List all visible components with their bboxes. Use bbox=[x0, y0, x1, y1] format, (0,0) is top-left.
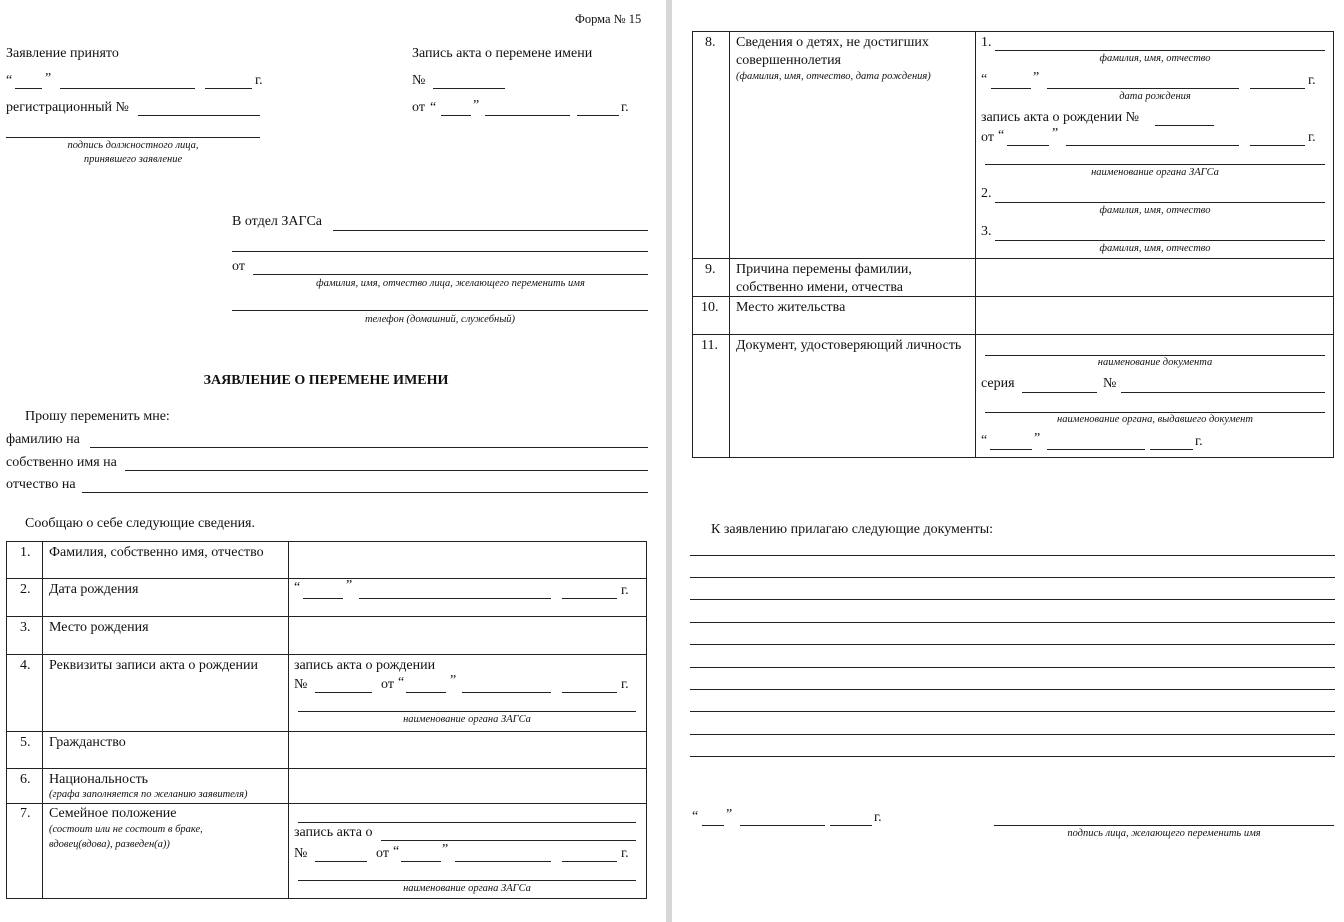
signature-line bbox=[6, 137, 260, 138]
birth-day-line bbox=[406, 692, 446, 693]
child-from-label: от bbox=[981, 130, 994, 145]
attach-line bbox=[690, 667, 1335, 668]
to-office-label: В отдел ЗАГСа bbox=[232, 214, 322, 229]
row-number: 8. bbox=[705, 35, 716, 50]
office-line-2 bbox=[232, 251, 648, 252]
row-number: 9. bbox=[705, 262, 716, 277]
marital-quote-close: ” bbox=[442, 842, 449, 857]
office-line-1 bbox=[333, 230, 648, 231]
row-label: Реквизиты записи акта о рождении bbox=[49, 658, 258, 673]
applicant-signature-line bbox=[994, 825, 1334, 826]
surname-label: фамилию на bbox=[6, 432, 80, 447]
row-number: 10. bbox=[701, 300, 719, 315]
firstname-line bbox=[125, 470, 648, 471]
year-line bbox=[205, 88, 252, 89]
doc-day-line bbox=[990, 449, 1032, 450]
row-note: (состоит или не состоит в браке, bbox=[49, 824, 203, 835]
row-number: 5. bbox=[20, 735, 31, 750]
patronymic-line bbox=[82, 492, 648, 493]
birth-from-label: от bbox=[381, 677, 394, 692]
reg-no-line bbox=[138, 115, 260, 116]
row-label: Причина перемены фамилии, bbox=[736, 262, 912, 277]
row-note: (графа заполняется по желанию заявителя) bbox=[49, 789, 248, 800]
row-number: 1. bbox=[20, 545, 31, 560]
birth-year-label: г. bbox=[621, 677, 629, 692]
act-quote-close: ” bbox=[473, 98, 480, 113]
dob-year-label: г. bbox=[621, 583, 629, 598]
row-label: совершеннолетия bbox=[736, 53, 841, 68]
marital-no-line bbox=[315, 861, 367, 862]
table-row-border bbox=[6, 768, 647, 769]
table-row-border bbox=[6, 578, 647, 579]
dob-year-line bbox=[562, 598, 617, 599]
attach-line bbox=[690, 756, 1335, 757]
sign-quote-close: ” bbox=[726, 807, 733, 822]
attach-line bbox=[690, 599, 1335, 600]
child-1-number: 1. bbox=[981, 35, 992, 50]
sign-year-line bbox=[830, 825, 872, 826]
table-row-border bbox=[692, 258, 1334, 259]
child-dob-year-line bbox=[1250, 88, 1305, 89]
act-quote-open: “ bbox=[430, 100, 437, 115]
sign-caption: подпись лица, желающего переменить имя bbox=[1067, 828, 1261, 839]
marital-line bbox=[298, 822, 636, 823]
marital-from-label: от bbox=[376, 846, 389, 861]
doc-quote-open: “ bbox=[981, 433, 988, 448]
zags-caption: наименование органа ЗАГСа bbox=[1091, 167, 1219, 178]
form-number: Форма № 15 bbox=[575, 12, 642, 26]
row-label: Место жительства bbox=[736, 300, 846, 315]
birth-record-label: запись акта о рождении bbox=[294, 658, 436, 673]
phone-caption: телефон (домашний, служебный) bbox=[364, 314, 516, 325]
marital-year-line bbox=[562, 861, 617, 862]
birth-year-line bbox=[562, 692, 617, 693]
info-label: Сообщаю о себе следующие сведения. bbox=[25, 516, 255, 531]
row-label: Фамилия, собственно имя, отчество bbox=[49, 545, 264, 560]
dob-month-line bbox=[359, 598, 551, 599]
quote-open: “ bbox=[6, 73, 13, 88]
table-col-divider bbox=[288, 541, 289, 899]
birth-record-no-label: запись акта о рождении № bbox=[981, 110, 1139, 125]
row-label: Национальность bbox=[49, 772, 149, 787]
birth-quote-open: “ bbox=[398, 675, 405, 690]
marital-year-label: г. bbox=[621, 846, 629, 861]
doc-quote-close: ” bbox=[1034, 431, 1041, 446]
quote-close: ” bbox=[45, 71, 52, 86]
child-dob-quote-open: “ bbox=[981, 72, 988, 87]
doc-year-line bbox=[1150, 449, 1193, 450]
child-quote-close: ” bbox=[1052, 126, 1059, 141]
marital-day-line bbox=[401, 861, 441, 862]
birth-quote-close: ” bbox=[450, 673, 457, 688]
row-note: вдовец(вдова), разведен(а)) bbox=[49, 839, 170, 850]
act-from-label: от bbox=[412, 100, 425, 115]
surname-line bbox=[90, 447, 648, 448]
act-no-line bbox=[433, 88, 505, 89]
marital-month-line bbox=[455, 861, 551, 862]
act-month-line bbox=[485, 115, 570, 116]
act-no-label: № bbox=[412, 73, 426, 88]
patronymic-label: отчество на bbox=[6, 477, 76, 492]
row-number: 11. bbox=[701, 338, 718, 353]
zags-caption: наименование органа ЗАГСа bbox=[403, 883, 531, 894]
child-year-label: г. bbox=[1308, 130, 1316, 145]
doc-caption: наименование документа bbox=[1097, 357, 1213, 368]
attach-line bbox=[690, 689, 1335, 690]
child-2-number: 2. bbox=[981, 186, 992, 201]
applicant-line bbox=[253, 274, 648, 275]
fio-caption: фамилия, имя, отчество лица, желающего переменить имя bbox=[316, 278, 585, 289]
series-line bbox=[1022, 392, 1097, 393]
child-quote-open: “ bbox=[998, 128, 1005, 143]
row-number: 4. bbox=[20, 658, 31, 673]
sign-day-line bbox=[702, 825, 724, 826]
child-zags-line bbox=[985, 164, 1325, 165]
doc-no-label: № bbox=[1103, 376, 1117, 391]
birth-month-line bbox=[462, 692, 551, 693]
table-row-border bbox=[692, 296, 1334, 297]
child-birth-no-line bbox=[1155, 125, 1214, 126]
fio-caption: фамилия, имя, отчество bbox=[1099, 53, 1211, 64]
accepted-label: Заявление принято bbox=[6, 46, 119, 61]
attach-line bbox=[690, 644, 1335, 645]
child-3-number: 3. bbox=[981, 224, 992, 239]
doc-month-line bbox=[1047, 449, 1145, 450]
attach-line bbox=[690, 555, 1335, 556]
dob-day-line bbox=[303, 598, 343, 599]
month-line bbox=[60, 88, 195, 89]
page-title: ЗАЯВЛЕНИЕ О ПЕРЕМЕНЕ ИМЕНИ bbox=[203, 373, 449, 388]
table-row-border bbox=[6, 803, 647, 804]
table-col-divider bbox=[975, 31, 976, 458]
child-dob-month-line bbox=[1047, 88, 1239, 89]
child-month-line bbox=[1066, 145, 1239, 146]
issuer-caption: наименование органа, выдавшего документ bbox=[1057, 414, 1253, 425]
birth-no-label: № bbox=[294, 677, 308, 692]
series-label: серия bbox=[981, 376, 1015, 391]
attach-line bbox=[690, 622, 1335, 623]
row-label: собственно имени, отчества bbox=[736, 280, 903, 295]
year-label: г. bbox=[255, 73, 263, 88]
day-line bbox=[15, 88, 42, 89]
table-row-border bbox=[6, 616, 647, 617]
birth-no-line bbox=[315, 692, 372, 693]
marital-act-line bbox=[381, 840, 636, 841]
row-label: Гражданство bbox=[49, 735, 126, 750]
child-dob-year-label: г. bbox=[1308, 73, 1316, 88]
table-row-border bbox=[692, 334, 1334, 335]
doc-year-label: г. bbox=[1195, 434, 1203, 449]
fio-caption: фамилия, имя, отчество bbox=[1099, 243, 1211, 254]
row-label: Место рождения bbox=[49, 620, 149, 635]
child-2-line bbox=[995, 202, 1325, 203]
attach-line bbox=[690, 577, 1335, 578]
row-label: Сведения о детях, не достигших bbox=[736, 35, 929, 50]
sign-year-label: г. bbox=[874, 810, 882, 825]
page-divider bbox=[666, 0, 672, 922]
marital-quote-open: “ bbox=[393, 844, 400, 859]
dob-quote-close: ” bbox=[346, 578, 353, 593]
attach-label: К заявлению прилагаю следующие документы: bbox=[711, 522, 994, 537]
row-note: (фамилия, имя, отчество, дата рождения) bbox=[736, 71, 931, 82]
dob-quote-open: “ bbox=[294, 580, 301, 595]
child-year-line bbox=[1250, 145, 1305, 146]
row-number: 6. bbox=[20, 772, 31, 787]
act-record-label: Запись акта о перемене имени bbox=[412, 46, 593, 61]
child-3-line bbox=[995, 240, 1325, 241]
act-year-line bbox=[577, 115, 619, 116]
table-row-border bbox=[6, 654, 647, 655]
table-col-divider bbox=[729, 31, 730, 458]
act-day-line bbox=[441, 115, 471, 116]
signature-caption-1: подпись должностного лица, bbox=[67, 140, 199, 151]
attach-line bbox=[690, 734, 1335, 735]
fio-caption: фамилия, имя, отчество bbox=[1099, 205, 1211, 216]
zags-caption: наименование органа ЗАГСа bbox=[403, 714, 531, 725]
sign-month-line bbox=[740, 825, 825, 826]
birth-zags-line bbox=[298, 711, 636, 712]
request-label: Прошу переменить мне: bbox=[25, 409, 170, 424]
child-day-line bbox=[1007, 145, 1049, 146]
child-1-line bbox=[995, 50, 1325, 51]
row-number: 3. bbox=[20, 620, 31, 635]
table-row-border bbox=[6, 731, 647, 732]
doc-name-line bbox=[985, 355, 1325, 356]
row-label: Документ, удостоверяющий личность bbox=[736, 338, 962, 353]
attach-line bbox=[690, 711, 1335, 712]
table-col-divider bbox=[42, 541, 43, 899]
dob-caption: дата рождения bbox=[1119, 91, 1191, 102]
child-dob-quote-close: ” bbox=[1033, 70, 1040, 85]
child-dob-day-line bbox=[991, 88, 1031, 89]
act-year-label: г. bbox=[621, 100, 629, 115]
row-label: Дата рождения bbox=[49, 582, 139, 597]
phone-line bbox=[232, 310, 648, 311]
issuer-line bbox=[985, 412, 1325, 413]
row-number: 2. bbox=[20, 582, 31, 597]
act-o-label: запись акта о bbox=[294, 825, 373, 840]
applicant-from-label: от bbox=[232, 259, 245, 274]
reg-no-label: регистрационный № bbox=[6, 100, 129, 115]
firstname-label: собственно имя на bbox=[6, 455, 117, 470]
marital-no-label: № bbox=[294, 846, 308, 861]
row-number: 7. bbox=[20, 806, 31, 821]
sign-quote-open: “ bbox=[692, 809, 699, 824]
doc-no-line bbox=[1121, 392, 1325, 393]
marital-zags-line bbox=[298, 880, 636, 881]
signature-caption-2: принявшего заявление bbox=[83, 154, 183, 165]
row-label: Семейное положение bbox=[49, 806, 177, 821]
